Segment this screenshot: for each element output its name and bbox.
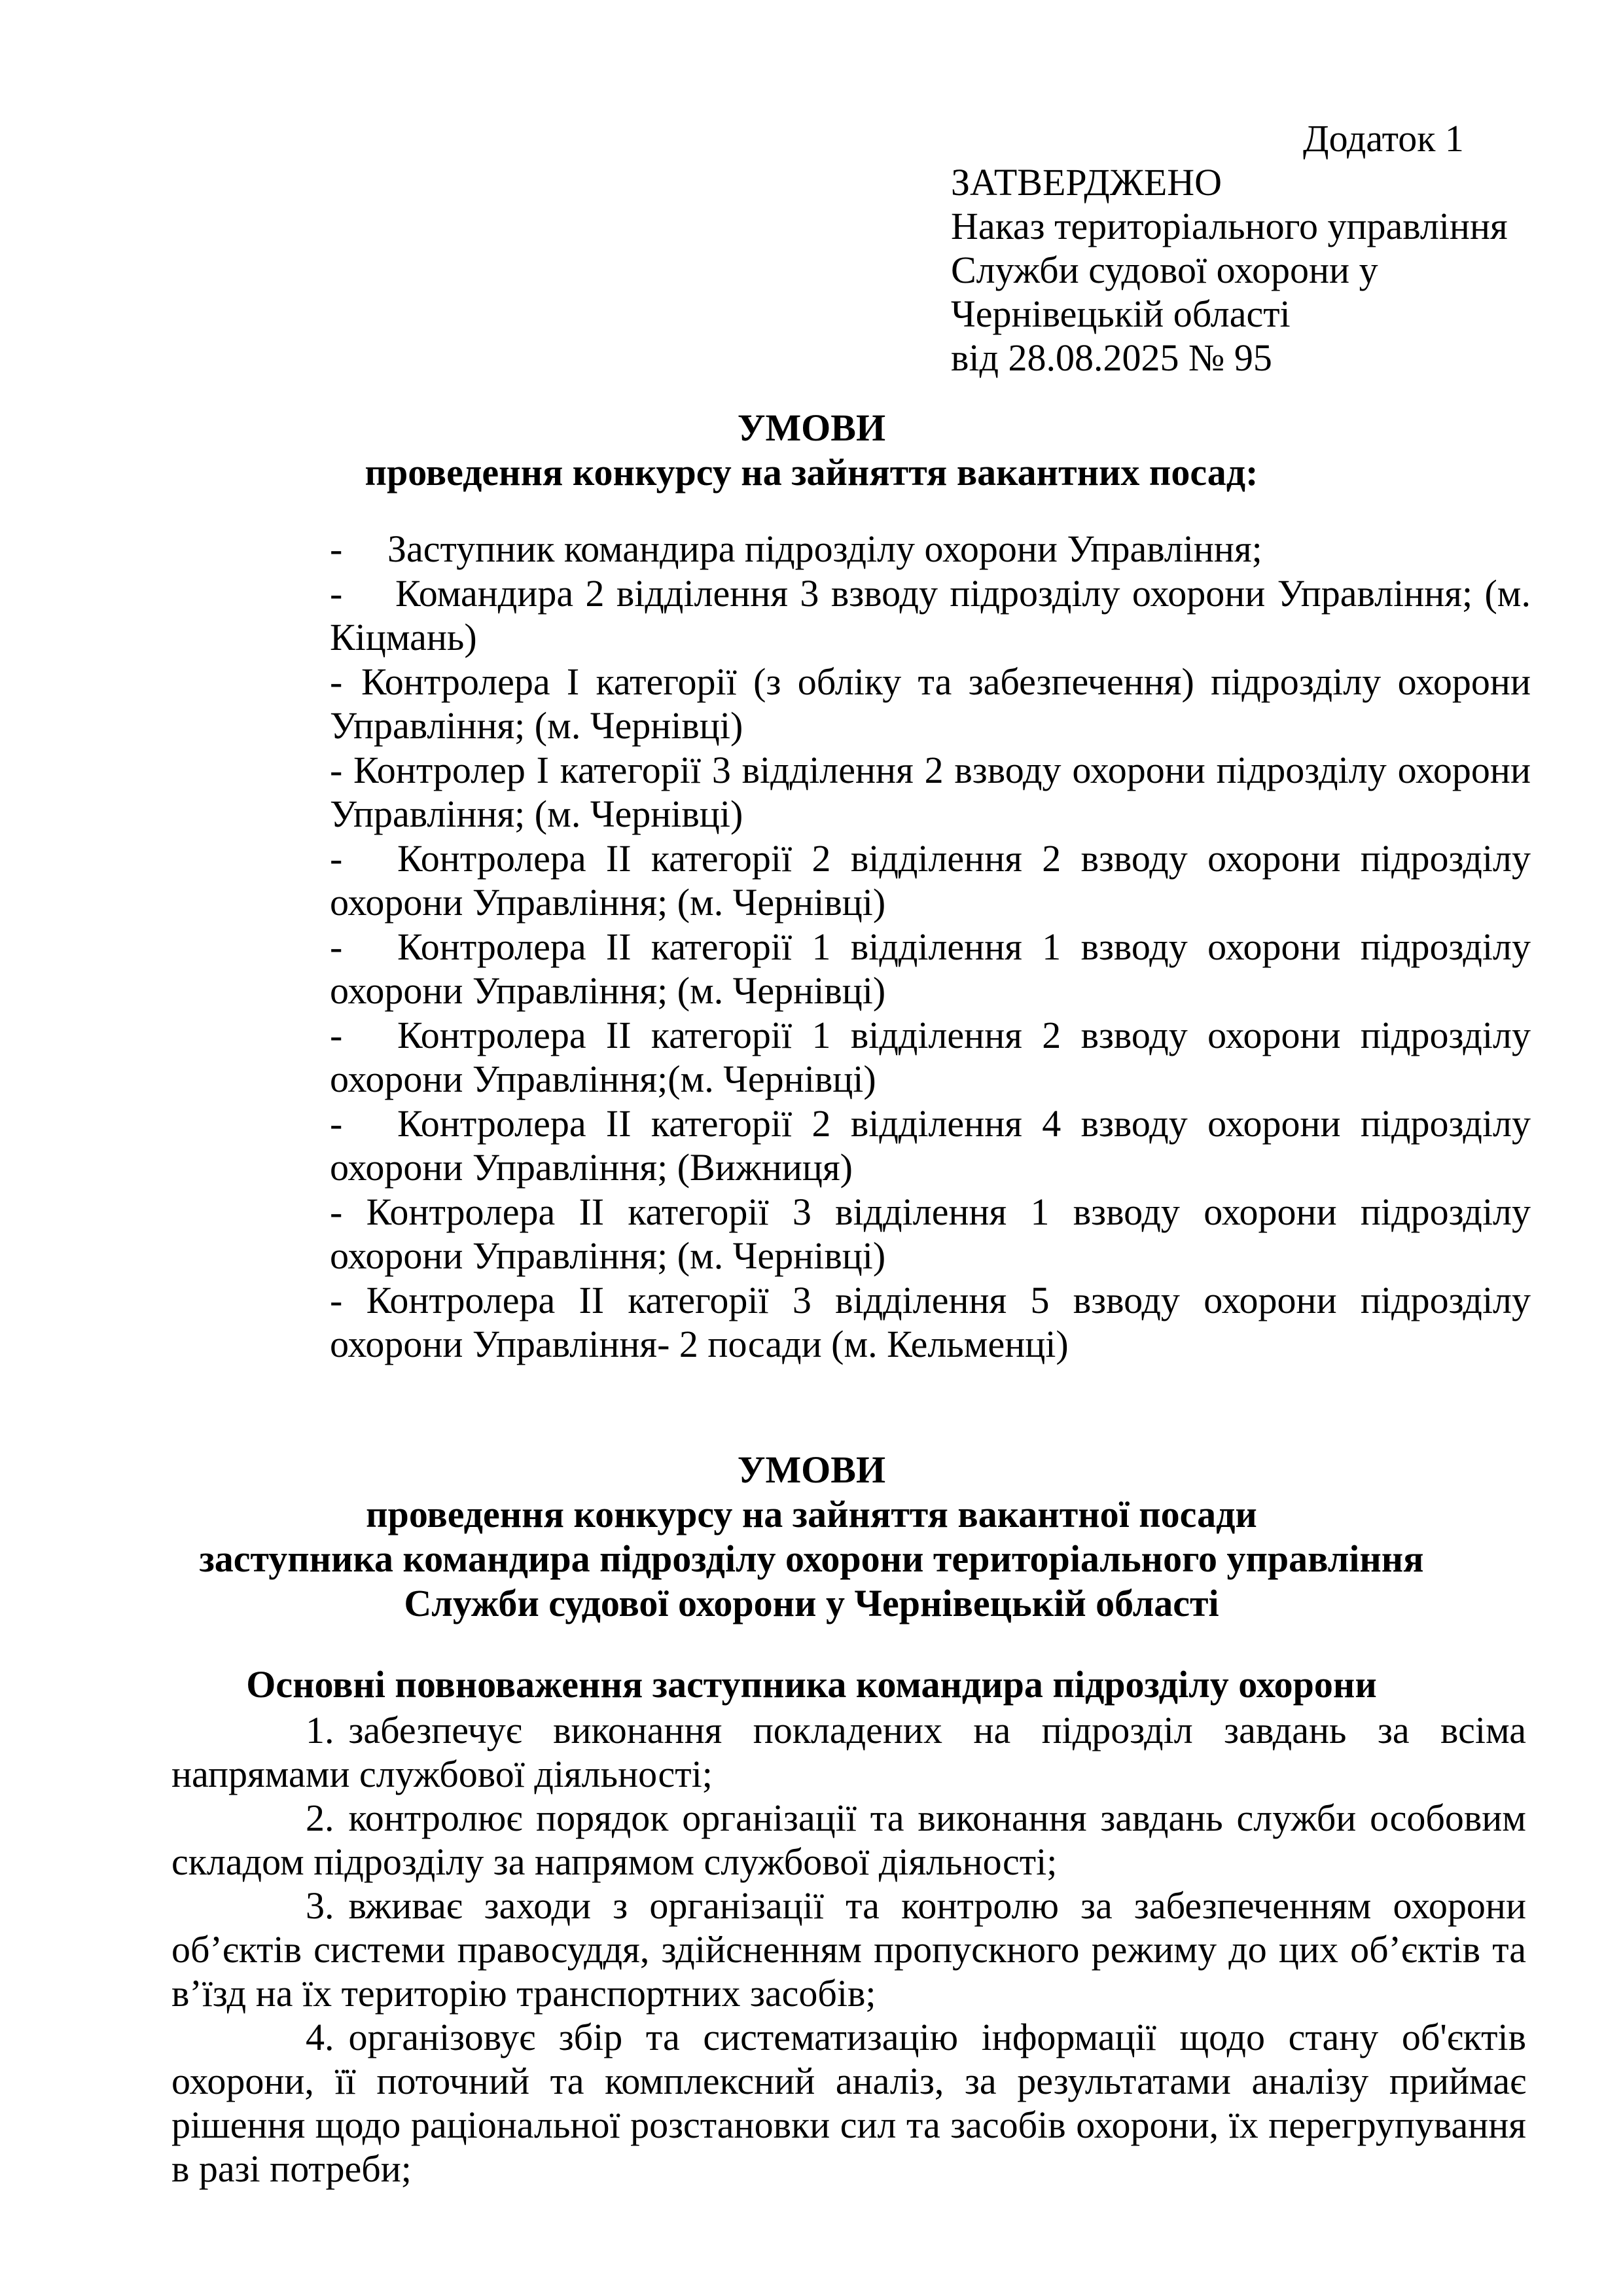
approval-block xyxy=(951,117,1540,380)
list-item: - Контролера II категорії 1 відділення 2 взводу охорони підрозділу охорони Управління;(м. Чернівці) xyxy=(330,1013,1531,1100)
conditions-subheading-2-line-3: Служби судової охорони у Чернівецькій області xyxy=(404,1582,1219,1624)
order-line-2: Служби судової охорони у xyxy=(951,249,1378,291)
list-item: - Контролера II категорії 3 відділення 1 взводу охорони підрозділу охорони Управління; (м. Чернівці) xyxy=(330,1190,1531,1277)
order-line-3: Чернівецькій області xyxy=(951,293,1291,335)
list-item: - Командира 2 відділення 3 взводу підрозділу охорони Управління; (м. Кіцмань) xyxy=(330,571,1531,658)
conditions-title-1 xyxy=(0,406,1623,495)
list-item: - Контролера II категорії 2 відділення 2 взводу охорони підрозділу охорони Управління; (м. Чернівці) xyxy=(330,836,1531,924)
list-item: - Контролера I категорії (з обліку та забезпечення) підрозділу охорони Управління; (м. Чернівці) xyxy=(330,660,1531,747)
list-item: - Заступник командира підрозділу охорони Управління; xyxy=(330,528,1262,570)
approved-label: ЗАТВЕРДЖЕНО xyxy=(951,161,1222,204)
order-line-1: Наказ територіального управління xyxy=(951,205,1508,247)
conditions-subheading-1: проведення конкурсу на зайняття вакантних посад: xyxy=(365,451,1258,493)
conditions-subheading-2-line-1: проведення конкурсу на зайняття вакантної посади xyxy=(366,1493,1257,1535)
list-item: - Контролера II категорії 2 відділення 4 взводу охорони підрозділу охорони Управління; (Вижниця) xyxy=(330,1102,1531,1189)
conditions-heading-2: УМОВИ xyxy=(737,1448,886,1491)
conditions-title-2 xyxy=(0,1448,1623,1626)
duties-list xyxy=(171,1708,1526,2191)
list-item: 4. організовує збір та систематизацію інформації щодо стану об'єктів охорони, її поточний та комплексний аналіз, за результатами аналізу приймає рішення щодо раціональної розстановки сил та засобів охорони, їх перегрупування в разі потреби; xyxy=(171,2016,1526,2190)
list-item: 3. вживає заходи з організації та контролю за забезпеченням охорони об’єктів системи правосуддя, здійсненням пропускного режиму до цих об’єктів та в’їзд на їх територію транспортних засобів; xyxy=(171,1884,1526,2015)
list-item: - Контролера II категорії 1 відділення 1 взводу охорони підрозділу охорони Управління; (м. Чернівці) xyxy=(330,925,1531,1012)
annex-label: Додаток 1 xyxy=(1303,117,1464,160)
conditions-subheading-2-line-2: заступника командира підрозділу охорони територіального управління xyxy=(199,1537,1424,1580)
list-item: 1. забезпечує виконання покладених на підрозділ завдань за всіма напрямами службової діяльності; xyxy=(171,1709,1526,1795)
list-item: - Контролера II категорії 3 відділення 5 взводу охорони підрозділу охорони Управління- 2 посади (м. Кельменці) xyxy=(330,1278,1531,1365)
order-date-number: від 28.08.2025 № 95 xyxy=(951,336,1272,379)
list-item: - Контролер I категорії 3 відділення 2 взводу охорони підрозділу охорони Управління; (м. Чернівці) xyxy=(330,748,1531,835)
vacancies-list xyxy=(330,527,1531,1367)
list-item: 2. контролює порядок організації та виконання завдань служби особовим складом підрозділу за напрямом службової діяльності; xyxy=(171,1797,1526,1883)
duties-heading: Основні повноваження заступника командира підрозділу охорони xyxy=(246,1663,1377,1706)
conditions-heading-1: УМОВИ xyxy=(737,406,886,449)
